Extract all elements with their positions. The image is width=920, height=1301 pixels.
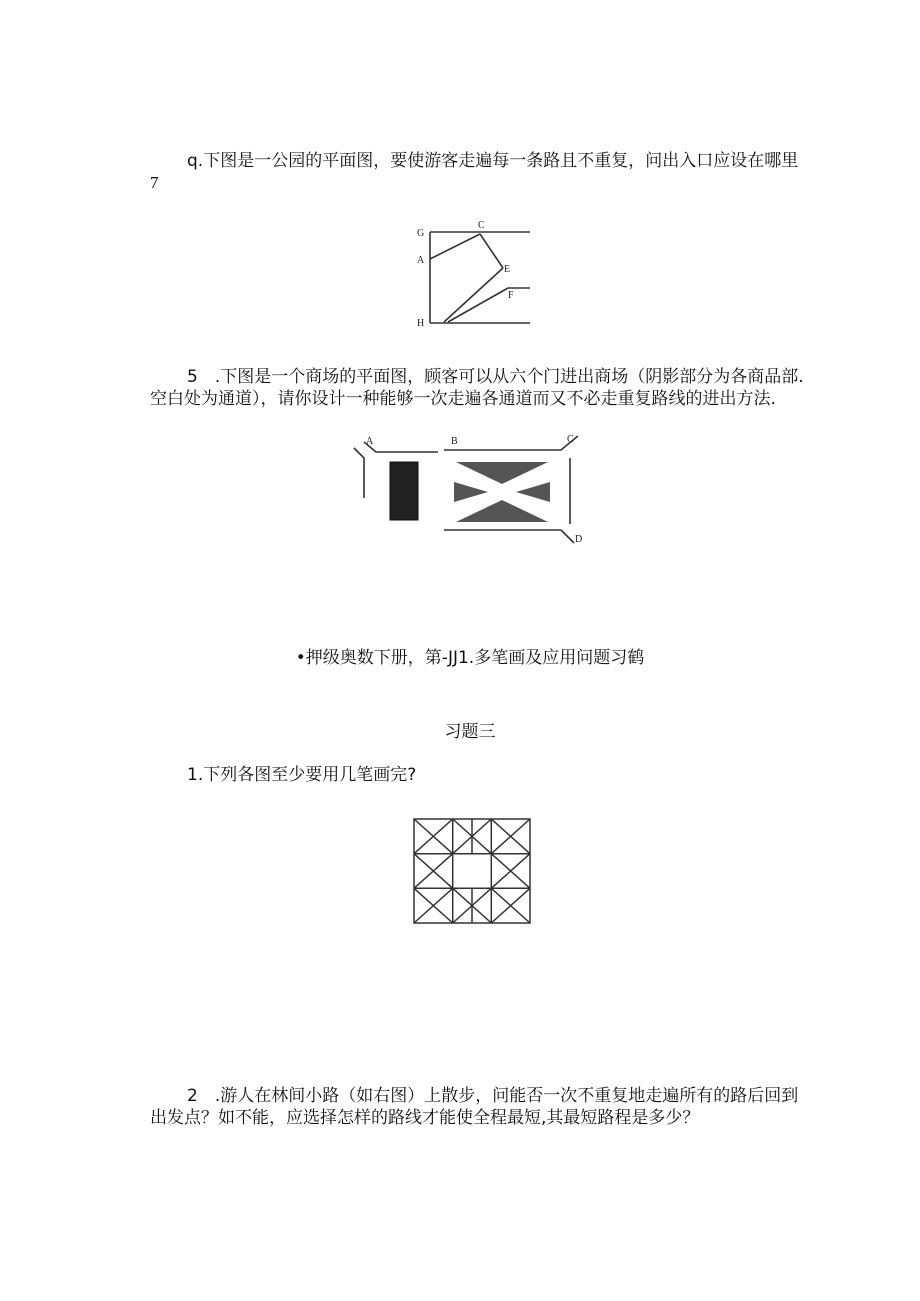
- q5-line-2: 空白处为通道），请你设计一种能够一次走遍各通道而又不必走重复路线的进出方法.: [150, 389, 776, 409]
- ex1-text: 1.下列各图至少要用几笔画完?: [187, 765, 417, 785]
- mall-plan-figure: [348, 430, 593, 550]
- label-h: H: [417, 318, 425, 329]
- label-a: A: [417, 255, 425, 266]
- label-e: E: [504, 264, 511, 275]
- label-g: G: [417, 228, 425, 239]
- label-c: C: [478, 220, 485, 231]
- section-title: 习题三: [444, 722, 496, 742]
- label-a: A: [366, 436, 374, 447]
- q4-line-1: q.下图是一公园的平面图，要使游客走遍每一条路且不重复，问出入口应设在哪里: [187, 151, 799, 171]
- park-plan-figure: [412, 215, 537, 330]
- label-b: B: [451, 436, 458, 447]
- label-c: C: [567, 434, 574, 445]
- label-f: F: [508, 290, 514, 301]
- label-d: D: [575, 534, 583, 545]
- q4-line-2: 7: [150, 173, 159, 192]
- q5-line-1: 5 .下图是一个商场的平面图，顾客可以从六个门进出商场（阴影部分为各商品部.: [187, 367, 804, 387]
- chapter-title: •押级奥数下册，第-JJ1.多笔画及应用问题习鹤: [295, 648, 645, 668]
- ex2-line-1: 2 .游人在林间小路（如右图）上散步，问能否一次不重复地走遍所有的路后回到: [187, 1086, 799, 1106]
- grid-stroke-figure: [410, 816, 534, 928]
- ex2-line-2: 出发点？如不能，应选择怎样的路线才能使全程最短,其最短路程是多少？: [150, 1108, 700, 1128]
